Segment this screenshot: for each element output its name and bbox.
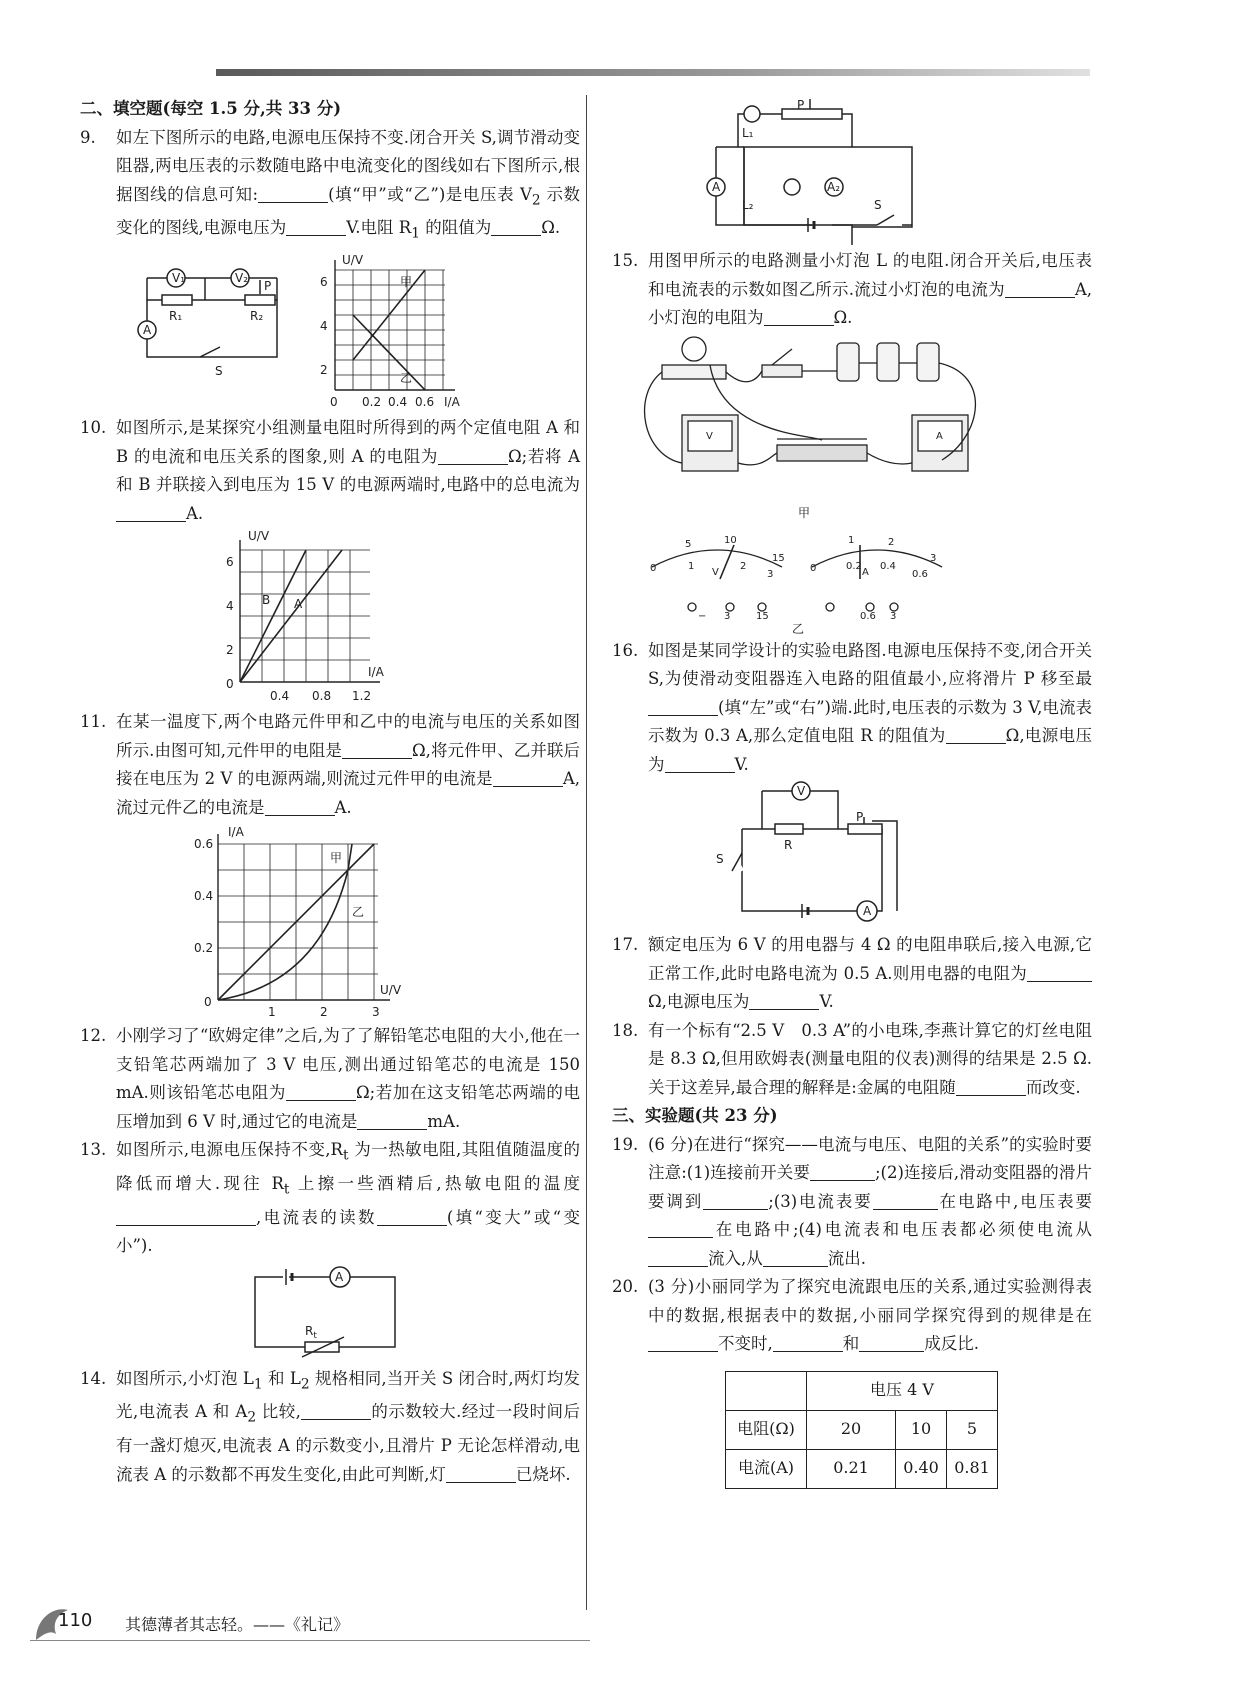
- a-meter-unit: A: [862, 566, 869, 578]
- a-meter-scale-2: 2: [888, 536, 895, 548]
- v-meter-scale-5: 5: [685, 538, 692, 550]
- subscript: 2: [531, 191, 541, 208]
- lamp-l1-label: L₁: [742, 126, 754, 140]
- question-text: (填“左”或“右”)端.此时,电压表的示数为 3 V,电流表示数为 0.3 A,那么定值电阻 R 的阻值为: [648, 697, 1092, 745]
- v-terminal-minus: −: [698, 610, 707, 622]
- slider-p-label: P: [264, 279, 272, 294]
- q11-y-tick-0.4: 0.4: [194, 889, 214, 904]
- v-meter-inner-2: 2: [740, 560, 747, 572]
- question-number: 12.: [80, 1026, 107, 1046]
- question-14: [80, 1365, 580, 1490]
- v-meter-scale-0: 0: [650, 562, 657, 574]
- question-text: 额定电压为 6 V 的用电器与 4 Ω 的电阻串联后,接入电源,它正常工作,此时电路电流为 0.5 A.则用电器的电阻为: [648, 935, 1092, 983]
- a-meter-inner-0.4: 0.4: [880, 560, 896, 572]
- question-text: 小刚学习了“欧姆定律”之后,为了了解铅笔芯电阻的大小,他在一支铅笔芯两端加了 3 V 电压,测出通过铅笔芯的电流是 150 mA.则该铅笔芯电阻为: [116, 1026, 580, 1103]
- resistor-r-label: R: [784, 838, 793, 852]
- answer-blank[interactable]: [648, 698, 718, 716]
- question-number: 15.: [612, 251, 639, 270]
- question-18: [612, 1017, 1092, 1103]
- subscript: 1: [253, 1375, 263, 1392]
- question-text: A,小灯泡的电阻为: [648, 279, 1092, 327]
- question-number: 18.: [612, 1020, 639, 1040]
- question-text: 如图所示,小灯泡 L: [116, 1368, 254, 1388]
- subscript: 2: [247, 1409, 257, 1426]
- page-footer: [30, 1600, 590, 1660]
- v-terminal-15: 15: [756, 610, 769, 622]
- answer-blank[interactable]: [301, 1403, 371, 1421]
- q13-circuit: [80, 1263, 580, 1363]
- answer-blank[interactable]: [648, 1335, 718, 1353]
- question-text: 已烧坏.: [515, 1464, 571, 1484]
- q10-x-tick-0.8: 0.8: [312, 689, 332, 704]
- question-text: ;(3)电流表要: [768, 1191, 873, 1211]
- question-text: (填“甲”或“乙”)是电压表 V: [328, 184, 532, 204]
- table-cell: 0.21: [807, 1449, 896, 1488]
- ammeter-a-label: A: [712, 180, 721, 194]
- question-text: Ω,将元件甲、乙并联后接在电压为 2 V 的电源两端,则流过元件甲的电流是: [116, 740, 580, 789]
- q9-series-jia: 甲: [400, 275, 413, 290]
- answer-blank[interactable]: [859, 1335, 924, 1353]
- right-column: [612, 95, 1092, 1489]
- question-text: A,流过元件乙的电流是: [116, 769, 580, 817]
- table-cell: 0.40: [896, 1449, 947, 1488]
- q10-y-tick-6: 6: [226, 555, 234, 570]
- figure-q13: [80, 1263, 580, 1363]
- q9-x-tick-0.6: 0.6: [415, 395, 435, 410]
- question-number: 11.: [80, 712, 107, 732]
- answer-blank[interactable]: [764, 309, 834, 327]
- answer-blank[interactable]: [648, 1249, 708, 1267]
- question-text: Ω.: [833, 308, 853, 327]
- q11-y-tick-0.2: 0.2: [194, 941, 214, 956]
- q10-x-axis-label: I/A: [368, 665, 384, 680]
- q10-graph: [80, 530, 580, 706]
- q9-y-axis-label: U/V: [342, 253, 364, 268]
- question-text: 和 L: [262, 1368, 301, 1388]
- question-text: V.: [734, 754, 749, 774]
- r1-label: R₁: [169, 309, 183, 324]
- question-text: 和: [842, 1334, 860, 1353]
- q9-x-tick-0.4: 0.4: [388, 395, 408, 410]
- question-text: 如左下图所示的电路,电源电压保持不变.闭合开关 S,调节滑动变阻器,两电压表的示数随电路中电流变化的图线如右下图所示,根据图线的信息可知:: [116, 127, 580, 204]
- slider-p-label: P: [856, 810, 864, 824]
- figure-q9: [80, 250, 580, 412]
- q11-x-tick-2: 2: [320, 1005, 328, 1020]
- fig-label-jia: 甲: [798, 505, 811, 520]
- question-16: [612, 637, 1092, 780]
- switch-s-label: S: [874, 198, 882, 212]
- answer-blank[interactable]: [665, 755, 735, 773]
- question-text: 在电路中;(4)电流表和电压表都必须使电流从: [713, 1220, 1092, 1239]
- question-number: 17.: [612, 935, 639, 954]
- apparatus-ammeter-label: A: [936, 430, 943, 442]
- answer-blank[interactable]: [703, 1192, 768, 1210]
- question-12: [80, 1022, 580, 1136]
- question-text: 的示数较大.经过一段时间后有一盏灯熄灭,电流表 A 的示数变小,且滑片 P 无论怎样滑动,电流表 A 的示数都不再发生变化,由此可判断,灯: [116, 1402, 580, 1484]
- question-9: [80, 124, 580, 249]
- question-text: (3 分)小丽同学为了探究电流跟电压的关系,通过实验测得表中的数据,根据表中的数据,小丽同学探究得到的规律是在: [648, 1277, 1092, 1325]
- a-meter-inner-0.6: 0.6: [912, 568, 928, 580]
- answer-blank[interactable]: [258, 185, 328, 203]
- question-text: Ω,电源电压为: [648, 726, 1092, 774]
- answer-blank[interactable]: [810, 1164, 875, 1182]
- q10-series-a: A: [294, 597, 303, 612]
- answer-blank[interactable]: [116, 1208, 256, 1226]
- data-table: [725, 1371, 998, 1489]
- ammeter-label: A: [335, 1269, 344, 1284]
- question-text: 流入,从: [708, 1248, 763, 1268]
- question-text: Ω;若加在这支铅笔芯两端的电压增加到 6 V 时,通过它的电流是: [116, 1083, 580, 1131]
- answer-blank[interactable]: [773, 1335, 843, 1353]
- question-text: 为一热敏电阻,其阻值随温度的降低而增大.现往 R: [116, 1140, 580, 1193]
- question-text: 有一个标有“2.5 V 0.3 A”的小电珠,李燕计算它的灯丝电阻是 8.3 Ω,但用欧姆表(测量电阻的仪表)测得的结果是 2.5 Ω.关于这差异,最合理的解释是:金属的电阻随: [648, 1020, 1092, 1097]
- apparatus-voltmeter-label: V: [706, 430, 713, 442]
- q9-circuit-and-graph: [80, 250, 580, 412]
- subscript: 2: [300, 1375, 310, 1392]
- question-text: 上擦一些酒精后,热敏电阻的温度: [289, 1173, 580, 1193]
- a-terminal-3: 3: [890, 610, 897, 622]
- question-17: [612, 931, 1092, 1017]
- q10-y-tick-2: 2: [226, 643, 234, 658]
- question-number: 20.: [612, 1277, 639, 1296]
- question-text: 流出.: [827, 1248, 866, 1268]
- question-text: mA.: [427, 1111, 461, 1131]
- table-row-label: 电阻(Ω): [726, 1410, 807, 1449]
- figure-q16: [612, 781, 1092, 929]
- switch-s-label: S: [215, 364, 223, 379]
- answer-blank[interactable]: [946, 727, 1006, 745]
- question-20: [612, 1273, 1092, 1359]
- question-text: Ω,电源电压为: [648, 992, 750, 1011]
- question-text: V.: [819, 992, 834, 1011]
- answer-blank[interactable]: [116, 504, 186, 522]
- q9-y-tick-2: 2: [320, 363, 328, 378]
- ammeter-label: A: [863, 904, 872, 918]
- table-cell: 5: [947, 1410, 998, 1449]
- figure-q15: [612, 335, 1092, 635]
- question-text: 规格相同,当开关 S 闭合时,两灯均发光,电流表 A 和 A: [116, 1368, 581, 1422]
- slider-p-label: P: [797, 98, 805, 112]
- ammeter-label: A: [143, 323, 152, 338]
- question-text: 如图所示,是某探究小组测量电阻时所得到的两个定值电阻 A 和 B 的电流和电压关系的图象,则 A 的电阻为: [116, 418, 580, 466]
- question-number: 16.: [612, 640, 639, 660]
- r2-label: R₂: [250, 309, 264, 324]
- answer-blank[interactable]: [491, 219, 541, 237]
- question-text: (6 分)在进行“探究——电流与电压、电阻的关系”的实验时要注意:(1)连接前开关要: [648, 1134, 1092, 1182]
- q10-y-axis-label: U/V: [248, 530, 270, 544]
- question-text: 而改变.: [1025, 1077, 1081, 1097]
- answer-blank[interactable]: [1027, 964, 1092, 982]
- q10-x-tick-0: 0: [226, 677, 234, 692]
- a-meter-scale-0: 0: [810, 562, 817, 574]
- question-text: (填“变大”或“变小”).: [116, 1207, 580, 1256]
- q10-series-b: B: [262, 593, 271, 608]
- question-text: Ω;若将 A 和 B 并联接入到电压为 15 V 的电源两端时,电路中的总电流为: [116, 446, 580, 495]
- q11-y-axis-label: I/A: [228, 825, 244, 840]
- left-column: [80, 95, 580, 1489]
- answer-blank[interactable]: [956, 1078, 1026, 1096]
- q9-x-tick-0: 0: [330, 395, 338, 410]
- question-text: V.电阻 R: [346, 218, 412, 238]
- question-number: 9.: [80, 127, 96, 147]
- question-text: 不变时,: [718, 1334, 773, 1353]
- section-2-title: 二、填空题(每空 1.5 分,共 33 分): [80, 99, 342, 118]
- question-text: 用图甲所示的电路测量小灯泡 L 的电阻.闭合开关后,电压表和电流表的示数如图乙所示.流过小灯泡的电流为: [648, 251, 1092, 299]
- q16-circuit: [612, 781, 1092, 929]
- subscript: t: [283, 1181, 290, 1198]
- question-text: 比较,: [256, 1402, 301, 1422]
- question-text: 的阻值为: [419, 218, 492, 238]
- q11-graph: [80, 824, 580, 1020]
- q11-y-tick-0.6: 0.6: [194, 837, 214, 852]
- q11-x-axis-label: U/V: [380, 983, 402, 998]
- question-number: 10.: [80, 418, 107, 438]
- answer-blank[interactable]: [763, 1249, 828, 1267]
- question-text: 如图所示,电源电压保持不变,R: [116, 1140, 343, 1160]
- q9-y-tick-6: 6: [320, 275, 328, 290]
- q9-x-axis-label: I/A: [444, 395, 460, 410]
- page-number: 110: [58, 1610, 93, 1631]
- switch-s-label: S: [716, 852, 724, 866]
- question-text: A.: [334, 797, 352, 817]
- question-10: [80, 414, 580, 528]
- section-3-title: 三、实验题(共 23 分): [612, 1106, 778, 1125]
- question-text: 示数变化的图线,电源电压为: [116, 184, 581, 238]
- question-number: 13.: [80, 1140, 107, 1160]
- a-terminal-0.6: 0.6: [860, 610, 876, 622]
- q11-x-tick-1: 1: [268, 1005, 276, 1020]
- question-text: Ω.: [541, 218, 561, 238]
- a-meter-inner-0.2: 0.2: [846, 560, 862, 572]
- question-text: ,电流表的读数: [256, 1207, 377, 1227]
- fig-label-yi: 乙: [792, 621, 805, 635]
- figure-q10: [80, 530, 580, 706]
- voltmeter-v1-label: V₁: [172, 271, 186, 286]
- answer-blank[interactable]: [648, 1221, 713, 1239]
- q14-circuit: [612, 97, 1092, 245]
- figure-q14: [612, 97, 1092, 245]
- table-cell: 10: [896, 1410, 947, 1449]
- q15-apparatus-and-meters: [612, 335, 1092, 635]
- figure-q11: [80, 824, 580, 1020]
- question-11: [80, 708, 580, 822]
- footer-quote: 其德薄者其志轻。——《礼记》: [125, 1615, 350, 1634]
- q10-y-tick-4: 4: [226, 599, 234, 614]
- answer-blank[interactable]: [286, 1084, 356, 1102]
- answer-blank[interactable]: [1005, 280, 1075, 298]
- v-meter-scale-15: 15: [772, 552, 785, 564]
- v-terminal-3: 3: [724, 610, 731, 622]
- ammeter-a2-label: A₂: [827, 180, 841, 194]
- header-bar: [216, 69, 1090, 76]
- q11-series-yi: 乙: [352, 905, 365, 920]
- a-meter-scale-3: 3: [930, 552, 937, 564]
- q11-x-tick-0: 0: [204, 995, 212, 1010]
- answer-blank[interactable]: [749, 993, 819, 1011]
- q9-series-yi: 乙: [400, 371, 413, 386]
- v-meter-scale-10: 10: [724, 534, 737, 546]
- v-meter-inner-1: 1: [688, 560, 695, 572]
- question-13: [80, 1136, 580, 1261]
- question-text: 如图是某同学设计的实验电路图.电源电压保持不变,闭合开关 S,为使滑动变阻器连入电路的阻值最小,应将滑片 P 移至最: [648, 640, 1092, 688]
- question-19: [612, 1131, 1092, 1274]
- answer-blank[interactable]: [493, 770, 563, 788]
- question-text: 在电路中,电压表要: [937, 1191, 1092, 1211]
- subscript: 1: [411, 225, 420, 242]
- q11-x-tick-3: 3: [372, 1005, 380, 1020]
- question-text: 成反比.: [924, 1334, 979, 1353]
- column-divider: [586, 95, 587, 1610]
- q10-x-tick-0.4: 0.4: [270, 689, 290, 704]
- answer-blank[interactable]: [342, 741, 412, 759]
- question-text: 在某一温度下,两个电路元件甲和乙中的电流与电压的关系如图所示.由图可知,元件甲的电阻是: [116, 712, 580, 760]
- a-meter-scale-1: 1: [848, 534, 855, 546]
- q9-x-tick-0.2: 0.2: [362, 395, 382, 410]
- table-header: 电压 4 V: [807, 1371, 998, 1410]
- table-corner-cell: [726, 1371, 807, 1410]
- voltmeter-label: V: [797, 784, 806, 798]
- voltmeter-v2-label: V₂: [235, 271, 249, 286]
- v-meter-unit: V: [712, 566, 719, 578]
- table-cell: 20: [807, 1410, 896, 1449]
- answer-blank[interactable]: [438, 447, 508, 465]
- answer-blank[interactable]: [286, 219, 346, 237]
- q9-y-tick-4: 4: [320, 319, 328, 334]
- question-15: [612, 247, 1092, 333]
- answer-blank[interactable]: [873, 1192, 938, 1210]
- lamp-l2-label: L₂: [742, 198, 754, 212]
- answer-blank[interactable]: [377, 1208, 447, 1226]
- subscript: t: [342, 1147, 349, 1164]
- q11-series-jia: 甲: [330, 851, 343, 866]
- table-row-label: 电流(A): [726, 1449, 807, 1488]
- q10-x-tick-1.2: 1.2: [352, 689, 372, 704]
- thermistor-label: $R_t$: [305, 1323, 317, 1341]
- question-number: 14.: [80, 1368, 107, 1388]
- question-text: A.: [186, 503, 204, 523]
- answer-blank[interactable]: [357, 1112, 427, 1130]
- footer-rule: [30, 1640, 590, 1641]
- question-number: 19.: [612, 1134, 639, 1154]
- table-cell: 0.81: [947, 1449, 998, 1488]
- v-meter-inner-3: 3: [767, 568, 774, 580]
- answer-blank[interactable]: [446, 1465, 516, 1483]
- question-text: ;(2)连接后,滑动变阻器的滑片要调到: [648, 1163, 1092, 1211]
- answer-blank[interactable]: [265, 798, 335, 816]
